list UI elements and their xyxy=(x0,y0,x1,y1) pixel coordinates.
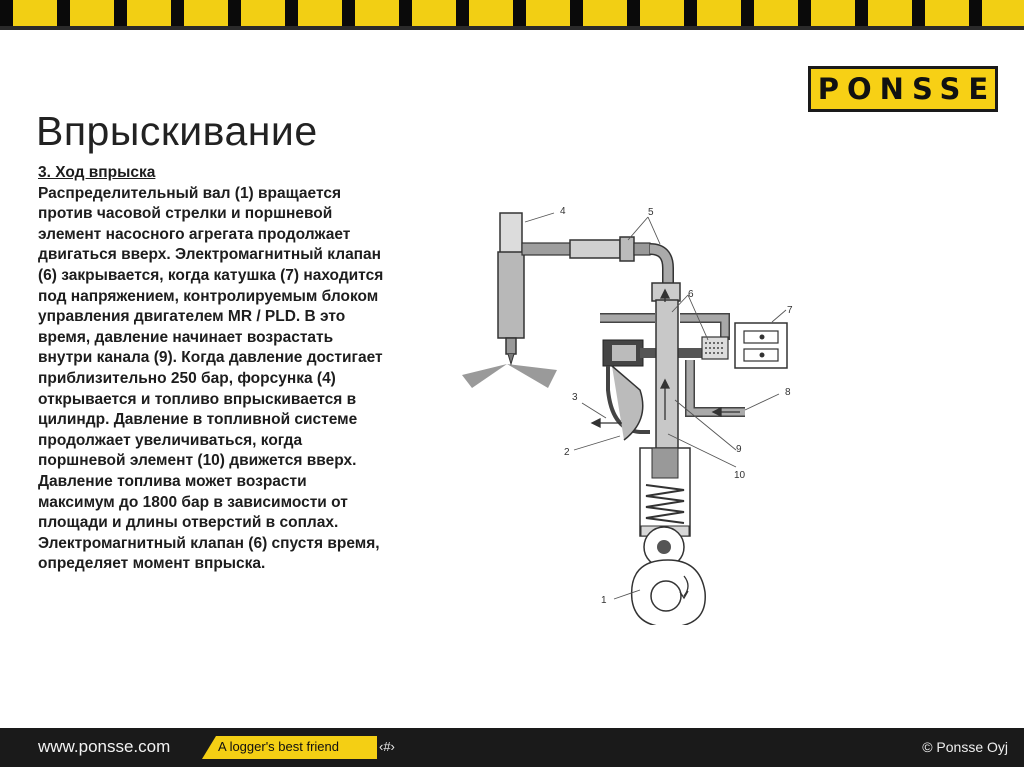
diagram-label-4: 4 xyxy=(560,206,566,217)
fuel-spray-right xyxy=(507,364,557,388)
plunger-assembly xyxy=(640,448,690,567)
footer-page-number: ‹#› xyxy=(379,739,395,754)
fuel-line xyxy=(522,237,668,285)
diagram-label-1: 1 xyxy=(601,595,607,606)
footer-copyright: © Ponsse Oyj xyxy=(922,739,1008,755)
footer-tagline: A logger's best friend xyxy=(218,739,339,754)
solenoid-coil xyxy=(735,323,787,368)
footer-website-link[interactable]: www.ponsse.com xyxy=(38,737,171,756)
diagram-label-8: 8 xyxy=(785,387,791,398)
slide-paragraph: Распределительный вал (1) вращается против часовой стрелки и поршневой элемент насосного агрегата продолжает двигаться вверх. Электромагнитный клапан (6) закрывается, когда катушка (7) находится под напряжением, контролируемым блоком управления двигателем MR / PLD. В это время, давление начинает возрастать внутри канала (9). Когда давление достигает приблизительно 250 бар, форсунка (4) открывается и топливо впрыскивается в цилиндр. Давление в топливной системе продолжает увеличиваться, когда поршневой элемент (10) движется вверх. Давление топлива может возрасти максимум до 1800 бар в зависимости от площади и длины отверстий в соплах. Электромагнитный клапан (6) спустя время, определяет момент впрыска. xyxy=(38,184,384,573)
diagram-label-2: 2 xyxy=(564,447,570,458)
injection-diagram xyxy=(455,195,815,625)
footer-bar xyxy=(0,728,1024,767)
logo-text: PONSSE xyxy=(817,72,997,106)
slide-body xyxy=(38,163,438,575)
injector xyxy=(498,213,524,364)
fuel-spray-left xyxy=(462,364,507,388)
ponsse-logo xyxy=(808,66,998,112)
top-stripe-band xyxy=(0,0,1024,30)
slide-title: Впрыскивание xyxy=(36,108,318,154)
diagram-label-9: 9 xyxy=(736,444,742,455)
diagram-label-5: 5 xyxy=(648,207,654,218)
diagram-label-3: 3 xyxy=(572,392,578,403)
diagram-label-7: 7 xyxy=(787,305,793,316)
camshaft xyxy=(632,560,706,625)
slide-subheading: 3. Ход впрыска xyxy=(38,164,156,181)
diagram-label-10: 10 xyxy=(734,470,746,481)
diagram-label-6: 6 xyxy=(688,289,694,300)
